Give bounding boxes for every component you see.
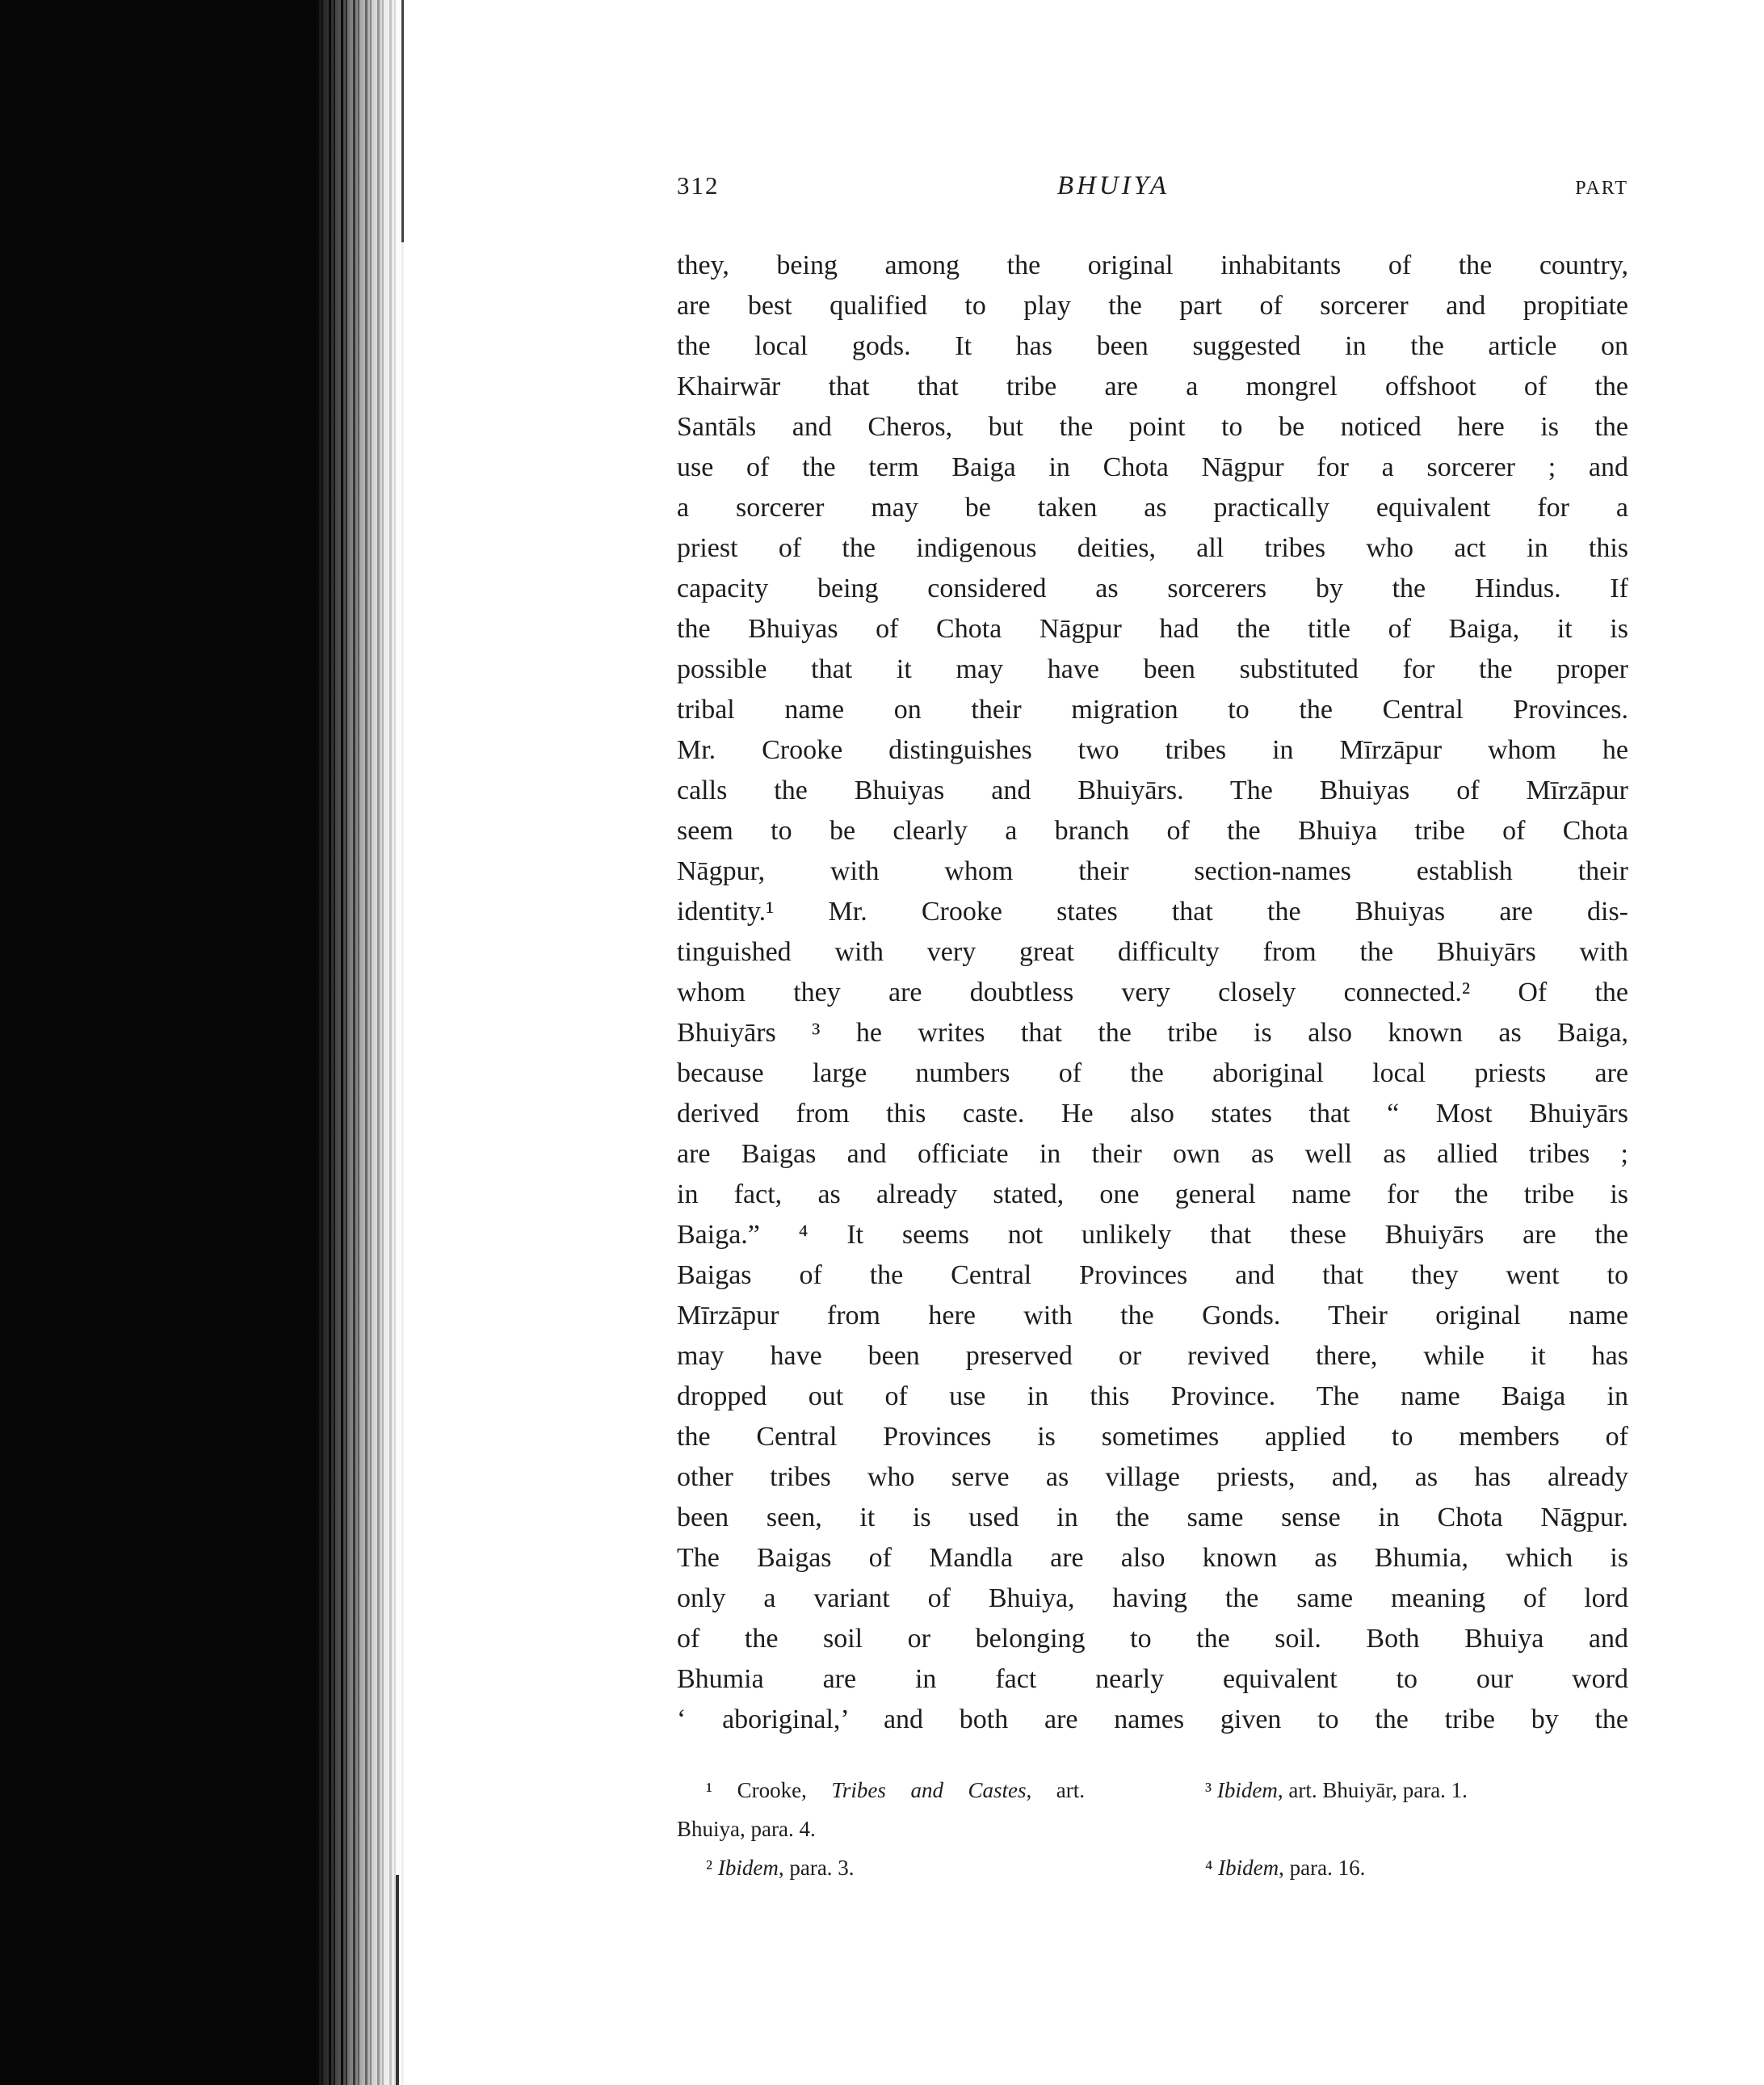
body-line: calls the Bhuiyas and Bhuiyārs. The Bhuiyas of Mīrzāpur: [677, 776, 1628, 805]
body-line: Santāls and Cheros, but the point to be noticed here is the: [677, 412, 1628, 442]
scan-stray-line-top: [401, 0, 404, 242]
footnote-italic-text: Tribes and Castes: [831, 1778, 1027, 1802]
body-line: priest of the indigenous deities, all tribes who act in this: [677, 533, 1628, 563]
footnote-line: [677, 1810, 1085, 1848]
footnote-line: [1176, 1848, 1628, 1887]
body-line: Baiga.” ⁴ It seems not unlikely that these Bhuiyārs are the: [677, 1220, 1628, 1250]
body-line: Mr. Crooke distinguishes two tribes in Mīrzāpur whom he: [677, 735, 1628, 765]
footnote-text: ⁴: [1205, 1856, 1219, 1880]
page-header: [677, 171, 1628, 207]
body-line: capacity being considered as sorcerers by the Hindus. If: [677, 574, 1628, 603]
body-line: the Bhuiyas of Chota Nāgpur had the title of Baiga, it is: [677, 614, 1628, 644]
body-line: Bhumia are in fact nearly equivalent to our word: [677, 1664, 1628, 1694]
running-title: BHUIYA: [1056, 171, 1170, 200]
page-number: 312: [677, 171, 720, 200]
scan-stray-line-bottom: [396, 1875, 399, 2085]
footnotes-right-column: [1176, 1771, 1628, 1887]
body-line: Bhuiyārs ³ he writes that the tribe is also known as Baiga,: [677, 1018, 1628, 1048]
footnote-line: [1176, 1771, 1628, 1810]
footnote-italic-text: Ibidem: [717, 1856, 779, 1880]
footnotes-left-column: [677, 1771, 1085, 1887]
body-line: a sorcerer may be taken as practically equivalent for a: [677, 493, 1628, 523]
body-line: been seen, it is used in the same sense in Chota Nāgpur.: [677, 1503, 1628, 1532]
body-line: in fact, as already stated, one general name for the tribe is: [677, 1179, 1628, 1209]
footnote-text: , para. 16.: [1279, 1856, 1366, 1880]
body-line: they, being among the original inhabitants of the country,: [677, 250, 1628, 280]
body-line: tinguished with very great difficulty from the Bhuiyārs with: [677, 937, 1628, 967]
footnote-text: ³: [1205, 1778, 1217, 1802]
body-line: other tribes who serve as village priests, and, as has already: [677, 1462, 1628, 1492]
body-line: the local gods. It has been suggested in the article on: [677, 331, 1628, 361]
body-line: only a variant of Bhuiya, having the same meaning of lord: [677, 1583, 1628, 1613]
body-line: tribal name on their migration to the Central Provinces.: [677, 695, 1628, 725]
body-line: Nāgpur, with whom their section-names establish their: [677, 856, 1628, 886]
body-line: ‘ aboriginal,’ and both are names given to the tribe by the: [677, 1705, 1628, 1734]
footnote-text: , art.: [1026, 1778, 1085, 1802]
footnote-text: Bhuiya, para. 4.: [677, 1817, 816, 1841]
body-line: are Baigas and officiate in their own as well as allied tribes ;: [677, 1139, 1628, 1169]
footnote-text: , para. 3.: [778, 1856, 855, 1880]
footnote-text: , art. Bhuiyār, para. 1.: [1277, 1778, 1468, 1802]
body-line: may have been preserved or revived there, while it has: [677, 1341, 1628, 1371]
body-text: [677, 246, 1628, 1740]
body-line: Baigas of the Central Provinces and that they went to: [677, 1260, 1628, 1290]
body-line: whom they are doubtless very closely connected.² Of the: [677, 977, 1628, 1007]
footnote-italic-text: Ibidem: [1218, 1856, 1279, 1880]
footnote-text: ¹ Crooke,: [706, 1778, 832, 1802]
body-line: of the soil or belonging to the soil. Both Bhuiya and: [677, 1624, 1628, 1654]
body-line: the Central Provinces is sometimes applied to members of: [677, 1422, 1628, 1452]
body-line: Mīrzāpur from here with the Gonds. Their original name: [677, 1301, 1628, 1330]
body-line: are best qualified to play the part of sorcerer and propitiate: [677, 291, 1628, 321]
scan-gutter-black-band: [0, 0, 317, 2085]
body-line: derived from this caste. He also states that “ Most Bhuiyārs: [677, 1099, 1628, 1129]
body-line: Khairwār that that tribe are a mongrel offshoot of the: [677, 372, 1628, 401]
header-corner-label: PART: [1575, 178, 1628, 199]
body-line: The Baigas of Mandla are also known as Bhumia, which is: [677, 1543, 1628, 1573]
footnote-italic-text: Ibidem: [1216, 1778, 1278, 1802]
footnote-line: [677, 1848, 1085, 1887]
footnote-text: ²: [706, 1856, 718, 1880]
page-content: [677, 171, 1628, 1887]
body-line: possible that it may have been substituted for the proper: [677, 654, 1628, 684]
scan-gutter-streaks: [317, 0, 407, 2085]
body-line: identity.¹ Mr. Crooke states that the Bhuiyas are dis-: [677, 897, 1628, 927]
body-line: dropped out of use in this Province. The name Baiga in: [677, 1381, 1628, 1411]
body-line: use of the term Baiga in Chota Nāgpur for a sorcerer ; and: [677, 452, 1628, 482]
body-line: seem to be clearly a branch of the Bhuiya tribe of Chota: [677, 816, 1628, 846]
body-line: because large numbers of the aboriginal local priests are: [677, 1058, 1628, 1088]
footnotes: [677, 1771, 1628, 1887]
footnote-line: [677, 1771, 1085, 1810]
